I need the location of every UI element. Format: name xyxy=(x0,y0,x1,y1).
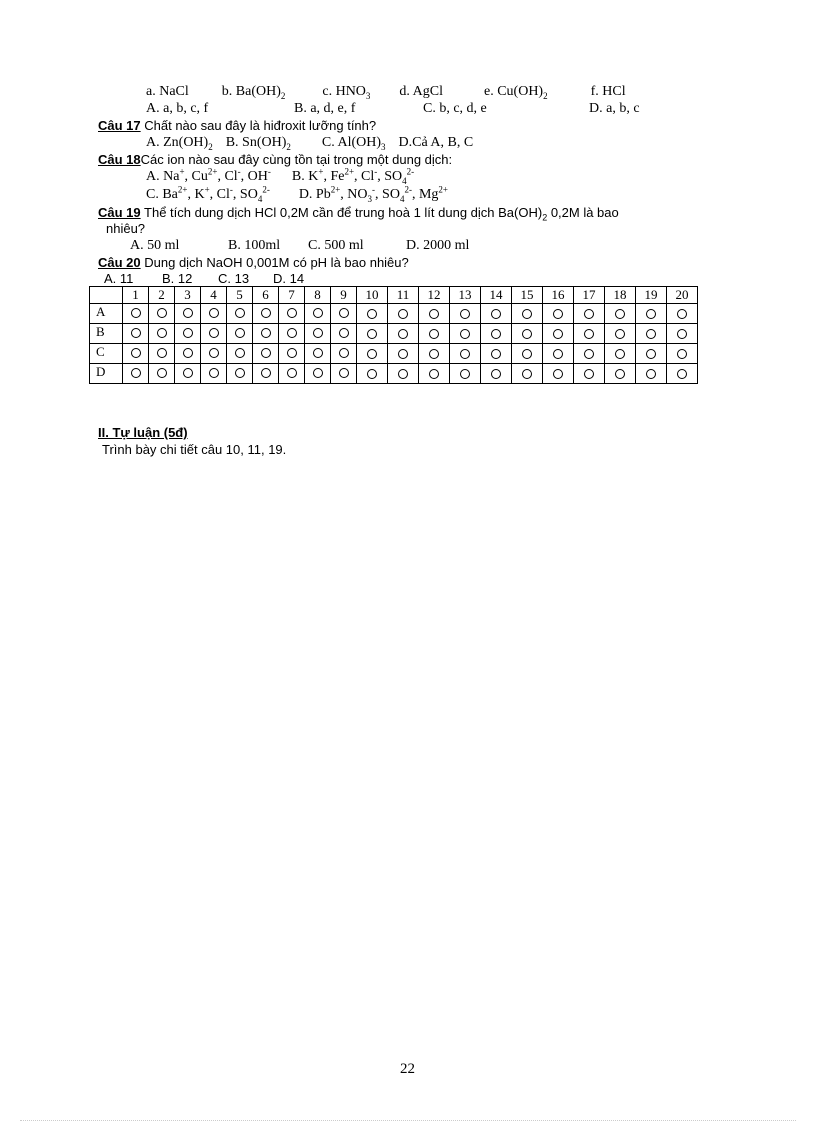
circle-icon[interactable] xyxy=(287,368,297,378)
circle-icon[interactable] xyxy=(367,349,377,359)
q17-text: Chất nào sau đây là hiđroxit lưỡng tính? xyxy=(140,118,377,133)
circle-icon[interactable] xyxy=(677,329,687,339)
circle-icon[interactable] xyxy=(287,328,297,338)
col-header: 18 xyxy=(605,287,636,304)
answer-bubble-cell[interactable] xyxy=(512,324,543,344)
answer-bubble-cell[interactable] xyxy=(388,344,419,364)
answer-bubble-cell[interactable] xyxy=(605,344,636,364)
q19-text2: nhiêu? xyxy=(106,221,146,236)
circle-icon[interactable] xyxy=(677,309,687,319)
grid-row-c xyxy=(90,344,698,364)
circle-icon[interactable] xyxy=(339,308,349,318)
answer-bubble-cell[interactable] xyxy=(357,324,388,344)
circle-icon[interactable] xyxy=(491,309,501,319)
answer-bubble-cell[interactable] xyxy=(450,304,481,324)
circle-icon[interactable] xyxy=(398,369,408,379)
circle-icon[interactable] xyxy=(261,368,271,378)
answer-bubble-cell[interactable] xyxy=(149,324,175,344)
q20-question xyxy=(98,255,409,271)
q17-answers: A. $Zn(OH)_2$ B. $Sn(OH)_2$ C. $Al(OH)_3$ D.Cả A, B, C xyxy=(146,135,474,152)
answer-bubble-cell[interactable] xyxy=(279,324,305,344)
circle-icon[interactable] xyxy=(429,329,439,339)
answer-bubble-cell[interactable] xyxy=(605,304,636,324)
answer-bubble-cell[interactable] xyxy=(636,344,667,364)
circle-icon[interactable] xyxy=(615,309,625,319)
q16-answer-d: D. a, b, c xyxy=(589,101,640,116)
q19-answer-d: D. 2000 ml xyxy=(406,238,470,253)
circle-icon[interactable] xyxy=(367,369,377,379)
answer-bubble-cell[interactable] xyxy=(543,324,574,344)
circle-icon[interactable] xyxy=(491,349,501,359)
row-label: A xyxy=(90,304,123,324)
col-header: 17 xyxy=(574,287,605,304)
q20-answer-d: D. 14 xyxy=(273,271,305,286)
answer-bubble-cell[interactable] xyxy=(667,364,698,384)
col-header: 14 xyxy=(481,287,512,304)
answer-bubble-cell[interactable] xyxy=(419,304,450,324)
answer-bubble-cell[interactable] xyxy=(419,324,450,344)
answer-bubble-cell[interactable] xyxy=(636,364,667,384)
circle-icon[interactable] xyxy=(398,349,408,359)
circle-icon[interactable] xyxy=(615,329,625,339)
circle-icon[interactable] xyxy=(313,308,323,318)
q16-option-d: d. AgCl xyxy=(399,84,443,99)
answer-bubble-cell[interactable] xyxy=(574,364,605,384)
q16-option-c: c. HNO xyxy=(322,84,366,99)
col-header: 15 xyxy=(512,287,543,304)
q20-answer-c: C. 13 xyxy=(218,271,250,286)
q17-answer-b: B. Sn(OH) xyxy=(225,135,287,150)
answer-bubble-cell[interactable] xyxy=(201,364,227,384)
circle-icon[interactable] xyxy=(522,309,532,319)
circle-icon[interactable] xyxy=(131,368,141,378)
circle-icon[interactable] xyxy=(209,368,219,378)
circle-icon[interactable] xyxy=(584,349,594,359)
col-header: 16 xyxy=(543,287,574,304)
answer-bubble-cell[interactable] xyxy=(450,364,481,384)
q18-answers-ab xyxy=(146,166,415,186)
answer-bubble-cell[interactable] xyxy=(123,344,149,364)
circle-icon[interactable] xyxy=(235,348,245,358)
circle-icon[interactable] xyxy=(339,368,349,378)
q18-answers-cd xyxy=(146,184,448,204)
circle-icon[interactable] xyxy=(261,348,271,358)
circle-icon[interactable] xyxy=(460,309,470,319)
q18-answer-d: D. $Pb^{2+}$, $NO_3^-$, $SO_4^{2-}$, $Mg^{2+}$ xyxy=(298,184,448,204)
col-header: 9 xyxy=(331,287,357,304)
col-header: 4 xyxy=(201,287,227,304)
circle-icon[interactable] xyxy=(522,349,532,359)
circle-icon[interactable] xyxy=(235,308,245,318)
answer-bubble-cell[interactable] xyxy=(331,344,357,364)
col-header: 19 xyxy=(636,287,667,304)
q20-text: Dung dịch NaOH 0,001M có pH là bao nhiêu? xyxy=(140,255,409,270)
answer-bubble-cell[interactable] xyxy=(253,364,279,384)
answer-bubble-cell[interactable] xyxy=(574,304,605,324)
page-number: 22 xyxy=(400,1061,415,1077)
answer-bubble-cell[interactable] xyxy=(667,304,698,324)
col-header: 1 xyxy=(123,287,149,304)
circle-icon[interactable] xyxy=(460,349,470,359)
part2-instruction xyxy=(102,442,286,458)
circle-icon[interactable] xyxy=(677,369,687,379)
circle-icon[interactable] xyxy=(584,309,594,319)
answer-bubble-cell[interactable] xyxy=(305,324,331,344)
q19-answers xyxy=(130,238,469,254)
answer-bubble-cell[interactable] xyxy=(253,304,279,324)
circle-icon[interactable] xyxy=(553,329,563,339)
answer-bubble-cell[interactable] xyxy=(331,324,357,344)
q17-question xyxy=(98,118,376,134)
q16-option-f: f. HCl xyxy=(590,84,626,99)
answer-bubble-cell[interactable] xyxy=(667,344,698,364)
answer-bubble-cell[interactable] xyxy=(388,304,419,324)
q17-answer-a: A. Zn(OH) xyxy=(146,135,209,150)
col-header: 13 xyxy=(450,287,481,304)
circle-icon[interactable] xyxy=(209,348,219,358)
circle-icon[interactable] xyxy=(429,369,439,379)
circle-icon[interactable] xyxy=(157,328,167,338)
circle-icon[interactable] xyxy=(677,349,687,359)
circle-icon[interactable] xyxy=(235,368,245,378)
circle-icon[interactable] xyxy=(209,328,219,338)
answer-bubble-cell[interactable] xyxy=(227,364,253,384)
answer-bubble-cell[interactable] xyxy=(667,324,698,344)
circle-icon[interactable] xyxy=(157,308,167,318)
answer-bubble-cell[interactable] xyxy=(227,324,253,344)
answer-bubble-cell[interactable] xyxy=(450,344,481,364)
answer-bubble-cell[interactable] xyxy=(201,344,227,364)
answer-bubble-cell[interactable] xyxy=(175,344,201,364)
circle-icon[interactable] xyxy=(157,348,167,358)
grid-corner xyxy=(90,287,123,304)
q19-question-cont xyxy=(106,221,145,237)
q17-answer-c: C. Al(OH) xyxy=(321,135,382,150)
answer-bubble-cell[interactable] xyxy=(388,364,419,384)
answer-bubble-cell[interactable] xyxy=(512,304,543,324)
q16-answer-b: B. a, d, e, f xyxy=(294,101,356,116)
grid-header-row xyxy=(90,287,698,304)
answer-bubble-cell[interactable] xyxy=(419,344,450,364)
q19-answer-c: C. 500 ml xyxy=(308,238,364,253)
q19-label: Câu 19 xyxy=(98,205,141,220)
answer-bubble-cell[interactable] xyxy=(512,344,543,364)
col-header: 10 xyxy=(357,287,388,304)
circle-icon[interactable] xyxy=(131,348,141,358)
q16-answer-c: C. b, c, d, e xyxy=(423,101,487,116)
answer-bubble-cell[interactable] xyxy=(201,324,227,344)
row-label: C xyxy=(90,344,123,364)
col-header: 5 xyxy=(227,287,253,304)
circle-icon[interactable] xyxy=(313,368,323,378)
q19-text: Thể tích dung dịch HCl 0,2M cần để trung hoà 1 lít dung dịch Ba(OH) xyxy=(140,205,543,220)
answer-bubble-cell[interactable] xyxy=(574,344,605,364)
answer-grid xyxy=(89,286,698,384)
q16-options-line: a. NaCl b. $Ba(OH)_2$ c. $HNO_3$ d. AgCl e. $Cu(OH)_2$ f. HCl xyxy=(146,84,626,101)
answer-bubble-cell[interactable] xyxy=(149,344,175,364)
circle-icon[interactable] xyxy=(522,329,532,339)
circle-icon[interactable] xyxy=(209,308,219,318)
answer-bubble-cell[interactable] xyxy=(357,304,388,324)
answer-bubble-cell[interactable] xyxy=(357,364,388,384)
answer-bubble-cell[interactable] xyxy=(279,344,305,364)
circle-icon[interactable] xyxy=(460,369,470,379)
circle-icon[interactable] xyxy=(339,348,349,358)
answer-bubble-cell[interactable] xyxy=(305,304,331,324)
q19-question: Câu 19 Thể tích dung dịch HCl 0,2M cần để trung hoà 1 lít dung dịch $Ba(OH)_2$ 0,2M là bao xyxy=(98,205,619,223)
circle-icon[interactable] xyxy=(646,329,656,339)
circle-icon[interactable] xyxy=(584,329,594,339)
circle-icon[interactable] xyxy=(553,369,563,379)
circle-icon[interactable] xyxy=(261,328,271,338)
circle-icon[interactable] xyxy=(553,349,563,359)
q18-question xyxy=(98,152,452,168)
answer-bubble-cell[interactable] xyxy=(175,324,201,344)
circle-icon[interactable] xyxy=(646,309,656,319)
q16-option-e: e. Cu(OH) xyxy=(484,84,544,99)
answer-bubble-cell[interactable] xyxy=(149,304,175,324)
circle-icon[interactable] xyxy=(339,328,349,338)
answer-bubble-cell[interactable] xyxy=(305,364,331,384)
q17-label: Câu 17 xyxy=(98,118,141,133)
answer-bubble-cell[interactable] xyxy=(227,344,253,364)
circle-icon[interactable] xyxy=(313,348,323,358)
q16-answers-line xyxy=(146,101,640,117)
answer-bubble-cell[interactable] xyxy=(123,364,149,384)
grid-row-a xyxy=(90,304,698,324)
circle-icon[interactable] xyxy=(287,348,297,358)
circle-icon[interactable] xyxy=(491,369,501,379)
answer-bubble-cell[interactable] xyxy=(605,324,636,344)
answer-bubble-cell[interactable] xyxy=(331,364,357,384)
circle-icon[interactable] xyxy=(429,309,439,319)
answer-bubble-cell[interactable] xyxy=(331,304,357,324)
answer-bubble-cell[interactable] xyxy=(481,324,512,344)
answer-bubble-cell[interactable] xyxy=(543,364,574,384)
q17-answer-d: D.Cả A, B, C xyxy=(398,135,474,150)
answer-bubble-cell[interactable] xyxy=(574,324,605,344)
q20-answer-b: B. 12 xyxy=(162,271,193,286)
col-header: 3 xyxy=(175,287,201,304)
circle-icon[interactable] xyxy=(157,368,167,378)
col-header: 6 xyxy=(253,287,279,304)
answer-bubble-cell[interactable] xyxy=(543,304,574,324)
q18-label: Câu 18 xyxy=(98,152,141,167)
answer-bubble-cell[interactable] xyxy=(481,344,512,364)
part2-title-text: II. Tự luận (5đ) xyxy=(98,425,188,440)
circle-icon[interactable] xyxy=(183,328,193,338)
circle-icon[interactable] xyxy=(491,329,501,339)
circle-icon[interactable] xyxy=(131,308,141,318)
circle-icon[interactable] xyxy=(460,329,470,339)
row-label: D xyxy=(90,364,123,384)
answer-bubble-cell[interactable] xyxy=(175,364,201,384)
circle-icon[interactable] xyxy=(131,328,141,338)
circle-icon[interactable] xyxy=(287,308,297,318)
answer-bubble-cell[interactable] xyxy=(357,344,388,364)
col-header: 7 xyxy=(279,287,305,304)
col-header: 2 xyxy=(149,287,175,304)
answer-bubble-cell[interactable] xyxy=(636,304,667,324)
col-header: 8 xyxy=(305,287,331,304)
q20-answer-a: A. 11 xyxy=(104,271,134,286)
circle-icon[interactable] xyxy=(615,369,625,379)
answer-bubble-cell[interactable] xyxy=(279,304,305,324)
circle-icon[interactable] xyxy=(429,349,439,359)
q18-answer-a: A. Na+, $Cu^{2+}$, Cl-, OH- xyxy=(146,166,271,184)
circle-icon[interactable] xyxy=(183,348,193,358)
answer-bubble-cell[interactable] xyxy=(149,364,175,384)
answer-bubble-cell[interactable] xyxy=(481,364,512,384)
q20-answers xyxy=(104,271,304,287)
col-header: 20 xyxy=(667,287,698,304)
answer-bubble-cell[interactable] xyxy=(512,364,543,384)
circle-icon[interactable] xyxy=(235,328,245,338)
answer-bubble-cell[interactable] xyxy=(543,344,574,364)
q19-answer-a: A. 50 ml xyxy=(130,238,180,253)
circle-icon[interactable] xyxy=(398,309,408,319)
q16-option-b: b. Ba(OH) xyxy=(221,84,281,99)
answer-bubble-cell[interactable] xyxy=(175,304,201,324)
q16-answer-a: A. a, b, c, f xyxy=(146,101,209,116)
part2-title xyxy=(98,425,188,441)
q19-text-end: 0,2M là bao xyxy=(547,205,619,220)
q18-answer-c: C. $Ba^{2+}$, K+, Cl-, $SO_4^{2-}$ xyxy=(146,184,270,204)
circle-icon[interactable] xyxy=(261,308,271,318)
circle-icon[interactable] xyxy=(367,309,377,319)
grid-row-b xyxy=(90,324,698,344)
circle-icon[interactable] xyxy=(615,349,625,359)
circle-icon[interactable] xyxy=(183,368,193,378)
answer-bubble-cell[interactable] xyxy=(605,364,636,384)
circle-icon[interactable] xyxy=(183,308,193,318)
q16-option-a: a. NaCl xyxy=(146,84,189,99)
answer-bubble-cell[interactable] xyxy=(253,324,279,344)
answer-bubble-cell[interactable] xyxy=(227,304,253,324)
q18-answer-b: B. K+, $Fe^{2+}$, Cl-, $SO_4^{2-}$ xyxy=(291,166,415,186)
circle-icon[interactable] xyxy=(646,369,656,379)
circle-icon[interactable] xyxy=(646,349,656,359)
answer-bubble-cell[interactable] xyxy=(123,324,149,344)
answer-bubble-cell[interactable] xyxy=(279,364,305,384)
circle-icon[interactable] xyxy=(522,369,532,379)
part2-instruction-text: Trình bày chi tiết câu 10, 11, 19. xyxy=(102,442,287,457)
circle-icon[interactable] xyxy=(398,329,408,339)
grid-row-d xyxy=(90,364,698,384)
answer-bubble-cell[interactable] xyxy=(419,364,450,384)
q19-answer-b: B. 100ml xyxy=(228,238,281,253)
answer-bubble-cell[interactable] xyxy=(253,344,279,364)
circle-icon[interactable] xyxy=(313,328,323,338)
q20-label: Câu 20 xyxy=(98,255,141,270)
row-label: B xyxy=(90,324,123,344)
answer-bubble-cell[interactable] xyxy=(388,324,419,344)
answer-bubble-cell[interactable] xyxy=(636,324,667,344)
circle-icon[interactable] xyxy=(553,309,563,319)
col-header: 11 xyxy=(388,287,419,304)
answer-bubble-cell[interactable] xyxy=(123,304,149,324)
answer-bubble-cell[interactable] xyxy=(305,344,331,364)
circle-icon[interactable] xyxy=(584,369,594,379)
circle-icon[interactable] xyxy=(367,329,377,339)
q18-text: Các ion nào sau đây cùng tồn tại trong một dung dịch: xyxy=(140,152,453,167)
answer-bubble-cell[interactable] xyxy=(201,304,227,324)
answer-bubble-cell[interactable] xyxy=(450,324,481,344)
col-header: 12 xyxy=(419,287,450,304)
answer-bubble-cell[interactable] xyxy=(481,304,512,324)
bottom-divider xyxy=(20,1120,796,1121)
